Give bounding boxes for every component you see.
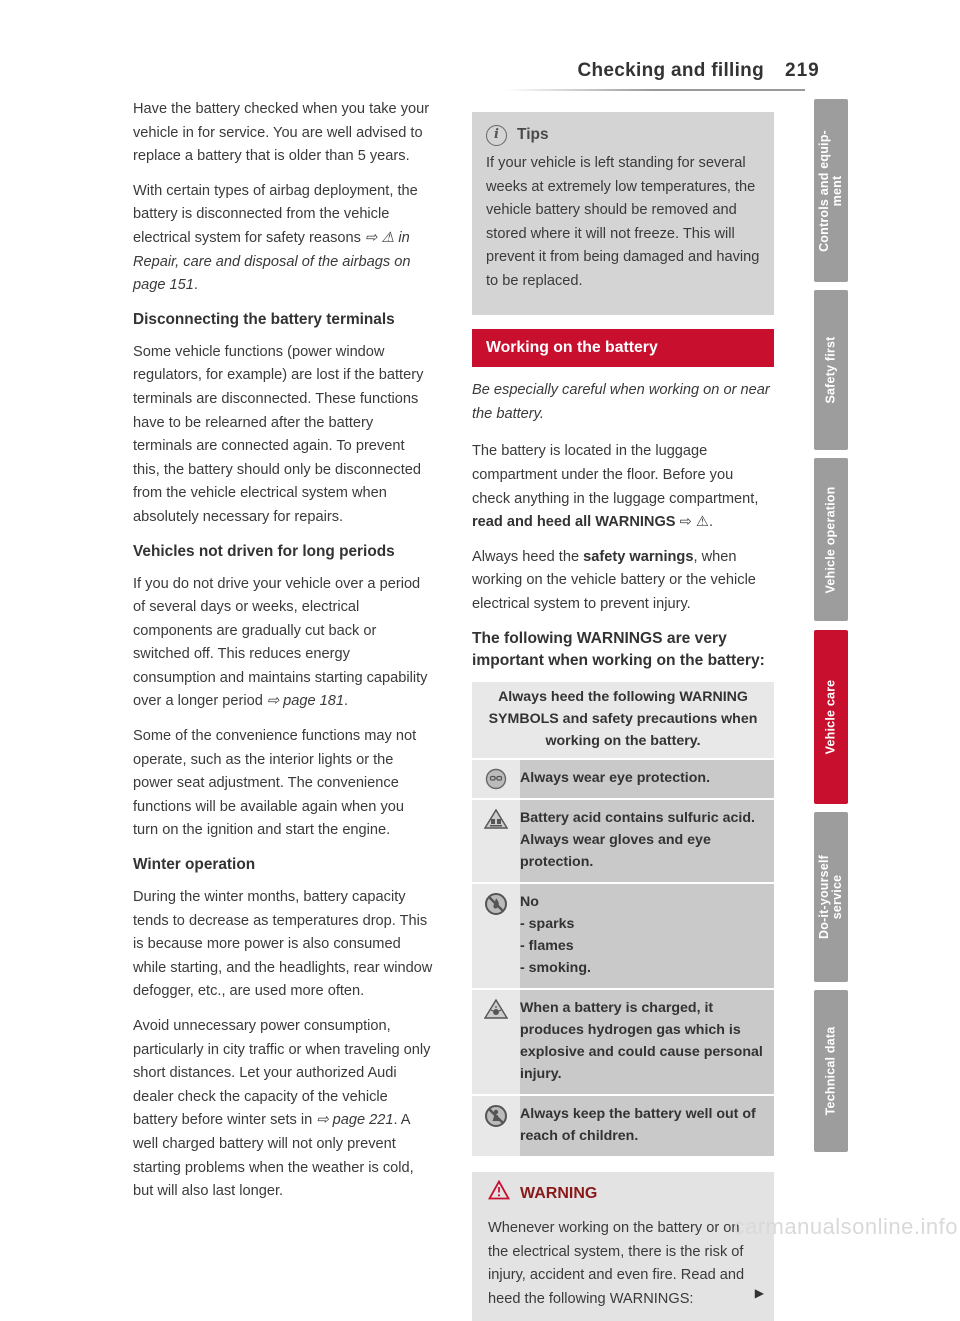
warning-row-text: No - sparks - flames - smoking. [520, 884, 774, 988]
paragraph-power-consumption: Avoid unnecessary power consumption, particularly in city traffic or when traveling only short distances. Let your authorized Audi dealer check the capacity of the vehicle battery before winter sets in ⇨ page 221. A well charged battery will not only prevent starting problems when the weather is cold, but will also last longer. [133, 1015, 433, 1204]
warning-row-text: When a battery is charged, it produces hydrogen gas which is explosive and could cause personal injury. [520, 990, 774, 1094]
tab-safety-first[interactable]: Safety first [814, 290, 848, 450]
warning-row [472, 798, 774, 882]
paragraph-convenience: Some of the convenience functions may not operate, such as the interior lights or the power seat adjustment. The convenience functions will be available again when you turn on the ignition and start the engine. [133, 725, 433, 843]
info-icon: i [486, 125, 507, 146]
eye-protection-icon [472, 760, 520, 798]
cross-reference-page-221[interactable]: ⇨ page 221 [316, 1112, 393, 1128]
warning-row-text: Battery acid contains sulfuric acid. Always wear gloves and eye protection. [520, 800, 774, 882]
warning-row [472, 1094, 774, 1156]
heading-disconnecting: Disconnecting the battery terminals [133, 309, 433, 331]
warning-body [472, 1213, 774, 1321]
tab-vehicle-operation[interactable]: Vehicle operation [814, 458, 848, 621]
paragraph-long-periods: If you do not drive your vehicle over a period of several days or weeks, electrical components are gradually cut back or switched off. This reduces energy consumption and maintains starting capability over a longer period ⇨ page 181. [133, 573, 433, 715]
cross-reference-page-181[interactable]: ⇨ page 181 [267, 693, 344, 709]
tips-box [472, 112, 774, 315]
tab-controls-and-equipment[interactable]: Controls and equip- ment [814, 99, 848, 282]
paragraph-safety-warnings: Always heed the safety warnings, when working on the vehicle battery or the vehicle electrical system to prevent injury. [472, 546, 774, 617]
tab-technical-data[interactable]: Technical data [814, 990, 848, 1152]
warning-row-text: Always keep the battery well out of reach of children. [520, 1096, 774, 1156]
paragraph-terminals: Some vehicle functions (power window regulators, for example) are lost if the battery terminals are disconnected. These functions have to be relearned after the battery terminals are connected again. To prevent this, the battery should only be disconnected from the vehicle electrical system when absolutely necessary for repairs. [133, 341, 433, 530]
tab-vehicle-care[interactable]: Vehicle care [814, 630, 848, 804]
header-rule [505, 89, 805, 91]
running-header-title: Checking and filling [577, 60, 764, 82]
warning-triangle-icon [488, 1180, 510, 1208]
tips-text: If your vehicle is left standing for several weeks at extremely low temperatures, the vehicle battery should be removed and stored where it will not freeze. This will prevent it from being damaged and having to be replaced. [486, 152, 760, 294]
watermark: carmanualsonline.info [733, 1214, 958, 1240]
warning-label: WARNING [520, 1182, 597, 1206]
cross-reference-airbags[interactable]: ⇨ ⚠ in Repair, care and disposal of the airbags on page 151 [133, 230, 410, 293]
warning-text: Whenever working on the battery or on the electrical system, there is the risk of injury, accident and even fire. Read and heed the following WARNINGS: [488, 1220, 744, 1307]
no-fire-icon [472, 884, 520, 988]
paragraph-airbag-disconnect: With certain types of airbag deployment, the battery is disconnected from the vehicle electrical system for safety reasons ⇨ ⚠ in Repair, care and disposal of the airbags on page 151. [133, 180, 433, 298]
page-number: 219 [785, 60, 820, 82]
acid-hazard-icon [472, 800, 520, 882]
paragraph-winter-capacity: During the winter months, battery capacity tends to decrease as temperatures drop. This is because more power is also consumed while starting, and the headlights, rear window defogger, etc., are used more often. [133, 886, 433, 1004]
paragraph-battery-location: The battery is located in the luggage compartment under the floor. Before you check anything in the luggage compartment, read and heed all WARNINGS ⇨ ⚠. [472, 440, 774, 534]
keep-children-away-icon [472, 1096, 520, 1156]
paragraph-battery-check: Have the battery checked when you take your vehicle in for service. You are well advised to replace a battery that is older than 5 years. [133, 98, 433, 169]
warning-symbols-table [472, 682, 774, 1156]
right-column [472, 112, 774, 1321]
tips-label: Tips [517, 123, 549, 147]
warning-reference[interactable]: ⇨ ⚠. [676, 514, 713, 530]
warning-row [472, 988, 774, 1094]
warning-header [472, 1172, 774, 1214]
heading-following-warnings: The following WARNINGS are very important when working on the battery: [472, 628, 774, 672]
warning-row [472, 758, 774, 798]
section-intro: Be especially careful when working on or near the battery. [472, 379, 774, 426]
section-title-bar: Working on the battery [472, 329, 774, 368]
warning-row [472, 882, 774, 988]
heading-not-driven: Vehicles not driven for long periods [133, 541, 433, 563]
warning-table-header: Always heed the following WARNING SYMBOLS and safety precautions when working on the battery. [472, 682, 774, 758]
left-column [133, 98, 433, 1215]
tab-do-it-yourself-service[interactable]: Do-it-yourself service [814, 812, 848, 982]
warning-row-text: Always wear eye protection. [520, 760, 774, 798]
warning-box [472, 1172, 774, 1321]
heading-winter: Winter operation [133, 854, 433, 876]
tips-header [486, 118, 760, 152]
explosive-icon [472, 990, 520, 1094]
continue-arrow-icon: ▶ [755, 1282, 764, 1306]
